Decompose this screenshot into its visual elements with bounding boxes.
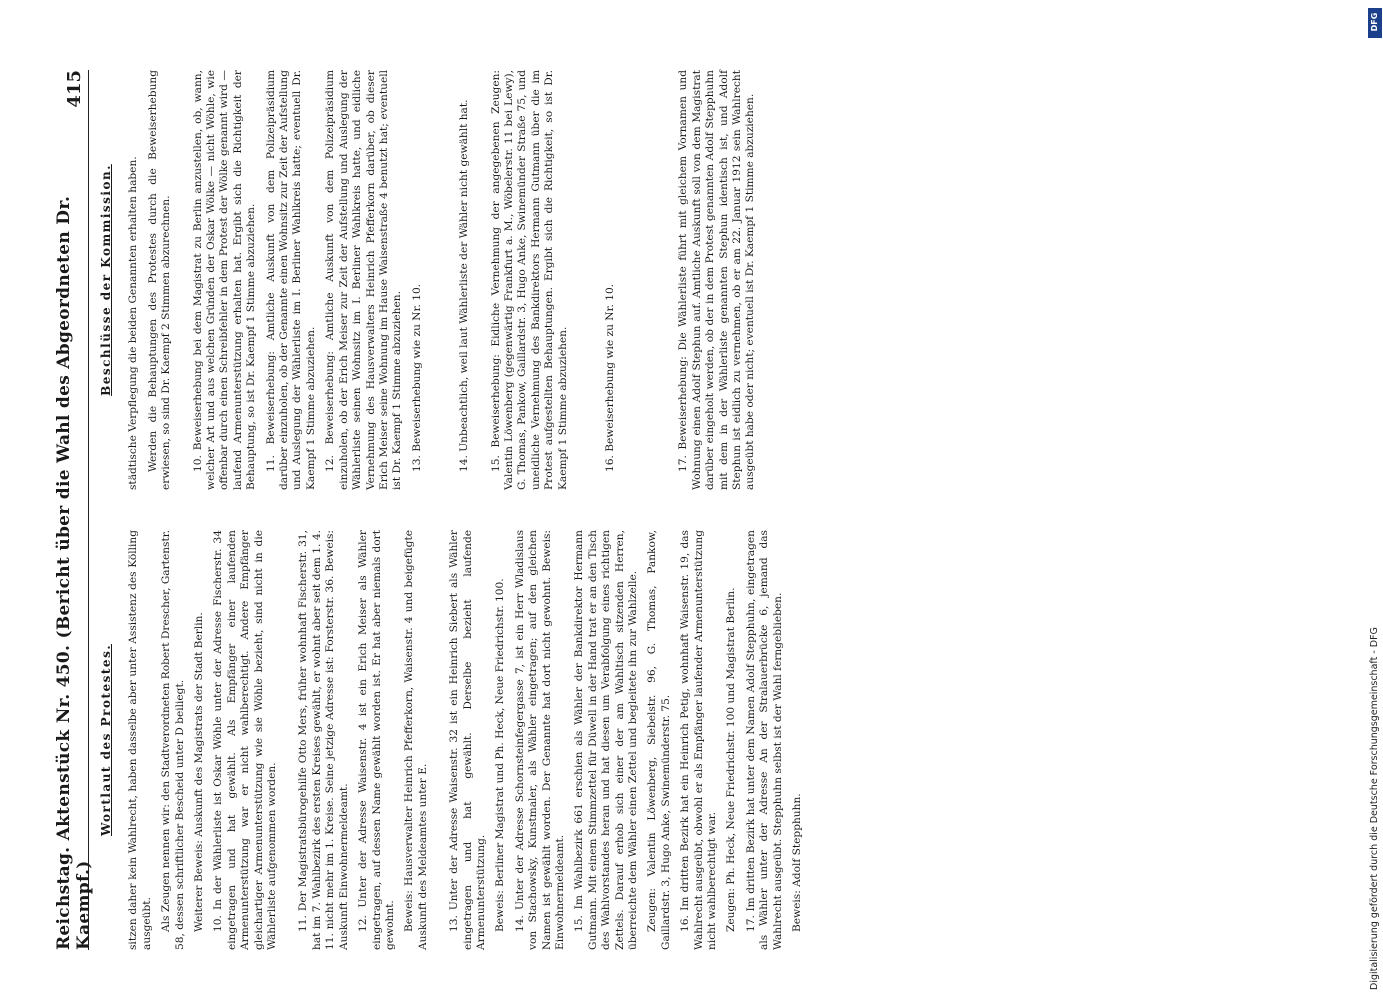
commission-paragraph-11: 11. Beweiserhebung: Amtliche Auskunft von dem Polizeipräsidium darüber einzuholen, ob der Genannte einen Wohnsitz zur Zeit der Aufstellung und Auslegung der Wählerliste im I. Berliner Wahlkreis hatte; eventuell Dr. Kaempf 1 Stimme abzuziehen.: [264, 70, 317, 490]
commission-paragraph: städtische Verpflegung die beiden Genannten erhalten haben.: [127, 156, 140, 490]
protest-paragraph-10: 10. In der Wählerliste ist Oskar Wöhle unter der Adresse Fischerstr. 34 eingetragen und hat gewählt. Als Empfänger einer laufenden Armenunterstützung war er nicht wahlberechtigt. Andere Empfänger gleichartiger Armenunterstützung wie sie Wöhle bezieht, sind nicht in die Wählerliste aufgenommen worden.: [212, 530, 279, 950]
digitization-credit: Digitalisierung gefördert durch die Deutsche Forschungsgemeinschaft - DFG: [1369, 627, 1380, 990]
protest-paragraph-17: 17. Im dritten Bezirk hat unter dem Namen Adolf Stepphuhn, eingetragen als Wähler unter der Adresse An der Stralauerbrücke 6, jemand das Wahlrecht ausgeübt. Stepphuhn selbst ist der Wahl ferngeblieben.: [744, 530, 784, 950]
dfg-logo-text: DFG: [1370, 12, 1379, 32]
protest-paragraph: Beweis: Adolf Stepphuhn.: [791, 793, 804, 932]
protest-paragraph-14: 14. Unter der Adresse Schornsteinfegergasse 7, ist ein Herr Wladislaus von Stachowsky, Kunstmaler, als Wähler eingetragen; auf den gleichen Namen ist gewählt worden. Der Genannte hat dort nicht gewohnt. Beweis: Einwohnermeldeamt.: [513, 530, 566, 950]
protest-paragraph: Zeugen: Ph. Heck, Neue Friedrichstr. 100 und Magistrat Berlin.: [725, 587, 738, 932]
commission-paragraph-17: 17. Beweiserhebung: Die Wählerliste führt mit gleichem Vornamen und Wohnung einen Adolf Stephun auf. Amtliche Auskunft soll von dem Magistrat darüber eingeholt werden, ob der in dem Protest genannten Adolf Stepphuhn mit dem in der Wählerliste genannten Stephun identisch ist, und Adolf Stephun ist eidlich zu vernehmen, ob er am 22. Januar 1912 sein Wahlrecht ausgeübt habe oder nicht; eventuell ist Dr. Kaempf 1 Stimme abzuziehen.: [677, 70, 757, 490]
page-number: 415: [63, 70, 85, 108]
protest-paragraph: Als Zeugen nennen wir: den Stadtverordneten Robert Drescher, Gartenstr. 58, dessen schriftlicher Bescheid unter D beiliegt.: [160, 530, 186, 950]
protest-paragraph-11: 11. Der Magistratsbürogehilfe Otto Mers, früher wohnhaft Fischerstr. 31, hat im 7. Wahlbezirk des ersten Kreises gewählt, er wohnt aber seit dem 1. 4. 11. nicht mehr im 1. Kreise. Seine jetzige Adresse ist: Forsterstr. 36. Beweis: Auskunft Einwohnermeldeamt.: [297, 530, 350, 950]
document-page: [54, 70, 1310, 950]
protest-paragraph: Beweis: Berliner Magistrat und Ph. Heck, Neue Friedrichstr. 100.: [494, 578, 507, 932]
commission-paragraph: Werden die Behauptungen des Protestes durch die Beweiserhebung erwiesen, so sind Dr. Kaempf 2 Stimmen abzurechnen.: [146, 70, 173, 490]
protest-paragraph: sitzen daher kein Wahlrecht, haben dasselbe aber unter Assistenz des Kölling ausgeübt.: [127, 530, 153, 950]
protest-paragraph-13: 13. Unter der Adresse Waisenstr. 32 ist ein Heinrich Siebert als Wähler eingetragen und hat gewählt. Derselbe bezieht laufende Armenunterstützung.: [448, 530, 487, 950]
commission-paragraph-13: 13. Beweiserhebung wie zu Nr. 10.: [410, 283, 423, 472]
commission-paragraph-14: 14. Unbeachtlich, weil laut Wählerliste der Wähler nicht gewählt hat.: [458, 99, 471, 472]
protest-paragraph-15: 15. Im Wahlbezirk 661 erschien als Wähler der Bankdirektor Hermann Gutmann. Mit einem Stimmzettel für Düwell in der Hand trat er an den Tisch des Wahlvorstandes heran und hat diesen um Verabfolgung eines richtigen Zettels. Darauf erhob sich einer der am Wahltisch sitzenden Herren, überreichte dem Wähler einen Zettel und begleitete ihn zur Wahlzelle.: [573, 530, 639, 950]
commission-paragraph-15: 15. Beweiserhebung: Eidliche Vernehmung der angegebenen Zeugen: Valentin Löwenberg (gegenwärtig Frankfurt a. M., Wöbelerstr. 11 bei Lewy), G. Thomas, Pankow, Gaillardstr. 3, Hugo Anke, Swinemünder Straße 75, und uneidliche Vernehmung des Bankdirektors Hermann Gutmann über die im Protest aufgestellten Behauptungen. Ergibt sich die Richtigkeit, so ist Dr. Kaempf 1 Stimme abzuziehen.: [489, 70, 569, 490]
protest-column: [100, 530, 810, 950]
protest-paragraph: Weiterer Beweis: Auskunft des Magistrats der Stadt Berlin.: [193, 612, 206, 932]
protest-paragraph-16: 16. Im dritten Bezirk hat ein Heinrich Petig, wohnhaft Waisenstr. 19, das Wahlrecht ausgeübt, obwohl er als Empfänger laufender Armenunterstützung nicht wahlberechtigt war.: [679, 530, 719, 950]
commission-column: [100, 70, 764, 490]
digitization-sidebar: [1368, 0, 1383, 1000]
protest-column-title: Wortlaut des Protestes.: [99, 644, 113, 836]
commission-paragraph-16: 16. Beweiserhebung wie zu Nr. 10.: [603, 283, 616, 472]
protest-paragraph: Beweis: Hausverwalter Heinrich Pfefferkorn, Waisenstr. 4 und beigefügte Auskunft des Meldeamtes unter E.: [403, 530, 429, 950]
protest-paragraph: Zeugen: Valentin Löwenberg, Siebelstr. 96, G. Thomas, Pankow, Gaillardstr. 3, Hugo Anke, Swinemünderstr. 75.: [646, 530, 672, 950]
commission-column-title: Beschlüsse der Kommission.: [99, 164, 113, 396]
page-header: [54, 70, 94, 950]
commission-paragraph-12: 12. Beweiserhebung: Amtliche Auskunft von dem Polizeipräsidium einzuholen, ob der Erich Meiser zur Zeit der Aufstellung und Auslegung der Wählerliste seinen Wohnsitz im I. Berliner Wahlkreis hatte, und eidliche Vernehmung des Hausverwalters Heinrich Pfefferkorn darüber, ob dieser Erich Meiser seine Wohnung im Hause Waisenstraße 4 benutzt hat; eventuell ist Dr. Kaempf 1 Stimme abzuziehen.: [324, 70, 404, 490]
protest-paragraph-12: 12. Unter der Adresse Waisenstr. 4 ist ein Erich Meiser als Wähler eingetragen, auf dessen Name gewählt worden ist. Er hat aber niemals dort gewohnt.: [357, 530, 396, 950]
header-title: Reichstag. Aktenstück Nr. 450. (Bericht über die Wahl des Abgeordneten Dr. Kaempf.): [54, 195, 94, 950]
commission-paragraph-10: 10. Beweiserhebung bei dem Magistrat zu Berlin anzustellen, ob, wann, welcher Art und aus welchen Gründen der Oskar Wölke — nicht Wöhle, wie offenbar durch einen Schreibfehler in dem Protest der Wölke genannt wird — laufend Armenunterstützung erhalten hat. Ergibt sich die Richtigkeit der Behauptung, so ist Dr. Kaempf 1 Stimme abzuziehen.: [191, 70, 258, 490]
